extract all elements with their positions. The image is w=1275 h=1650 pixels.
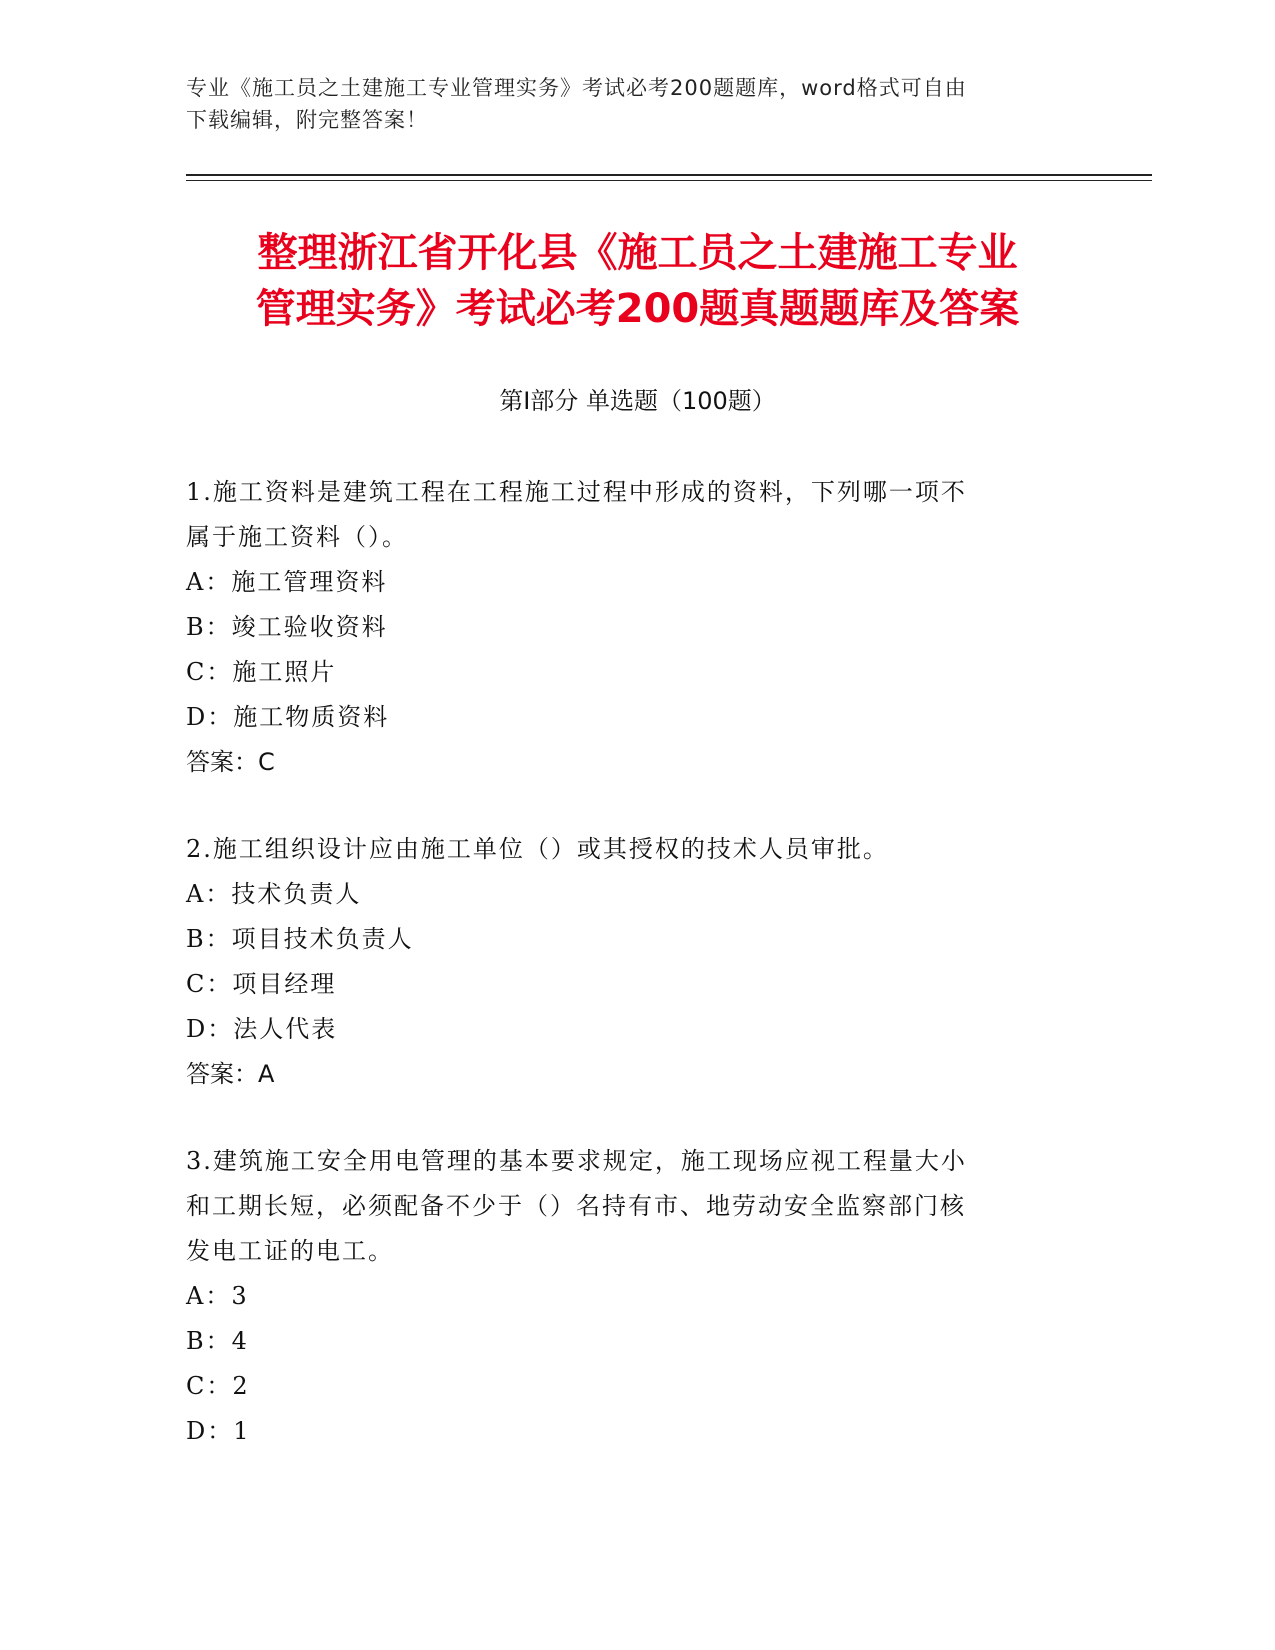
header-note-line-2: 下载编辑，附完整答案！: [186, 108, 428, 132]
question-list: [186, 470, 1056, 1496]
document-title-line-2: 管理实务》考试必考200题真题题库及答案: [255, 286, 1020, 332]
header-note: [186, 72, 1076, 136]
question-stem-line: 和工期长短，必须配备不少于（）名持有市、地劳动安全监察部门核: [186, 1192, 966, 1220]
question-stem-line: 3.建筑施工安全用电管理的基本要求规定，施工现场应视工程量大小: [186, 1147, 967, 1175]
header-divider-thick: [186, 174, 1152, 176]
option-a: A：3: [186, 1282, 249, 1310]
question-stem-line: 属于施工资料（）。: [186, 523, 408, 551]
option-b: B：竣工验收资料: [186, 613, 388, 641]
document-title: [150, 225, 1125, 337]
option-b: B：项目技术负责人: [186, 925, 414, 953]
document-title-line-1: 整理浙江省开化县《施工员之土建施工专业: [257, 230, 1018, 276]
option-d: D：1: [186, 1417, 251, 1445]
question-stem-line: 2.施工组织设计应由施工单位（）或其授权的技术人员审批。: [186, 835, 889, 863]
answer: 答案：A: [186, 1060, 275, 1088]
question-1: [186, 470, 1056, 785]
option-a: A：施工管理资料: [186, 568, 388, 596]
header-divider-thin: [186, 180, 1152, 181]
question-stem-line: 1.施工资料是建筑工程在工程施工过程中形成的资料，下列哪一项不: [186, 478, 967, 506]
question-3: [186, 1139, 1056, 1454]
header-note-line-1: 专业《施工员之土建施工专业管理实务》考试必考200题题库，word格式可自由: [186, 76, 967, 100]
question-stem-line: 发电工证的电工。: [186, 1237, 394, 1265]
option-b: B：4: [186, 1327, 249, 1355]
option-d: D：施工物质资料: [186, 703, 390, 731]
option-c: C：施工照片: [186, 658, 337, 686]
answer: 答案：C: [186, 748, 275, 776]
option-c: C：2: [186, 1372, 250, 1400]
option-d: D：法人代表: [186, 1015, 338, 1043]
option-c: C：项目经理: [186, 970, 337, 998]
section-title: 第Ⅰ部分 单选题（100题）: [499, 387, 776, 415]
question-2: [186, 827, 1056, 1097]
option-a: A：技术负责人: [186, 880, 362, 908]
